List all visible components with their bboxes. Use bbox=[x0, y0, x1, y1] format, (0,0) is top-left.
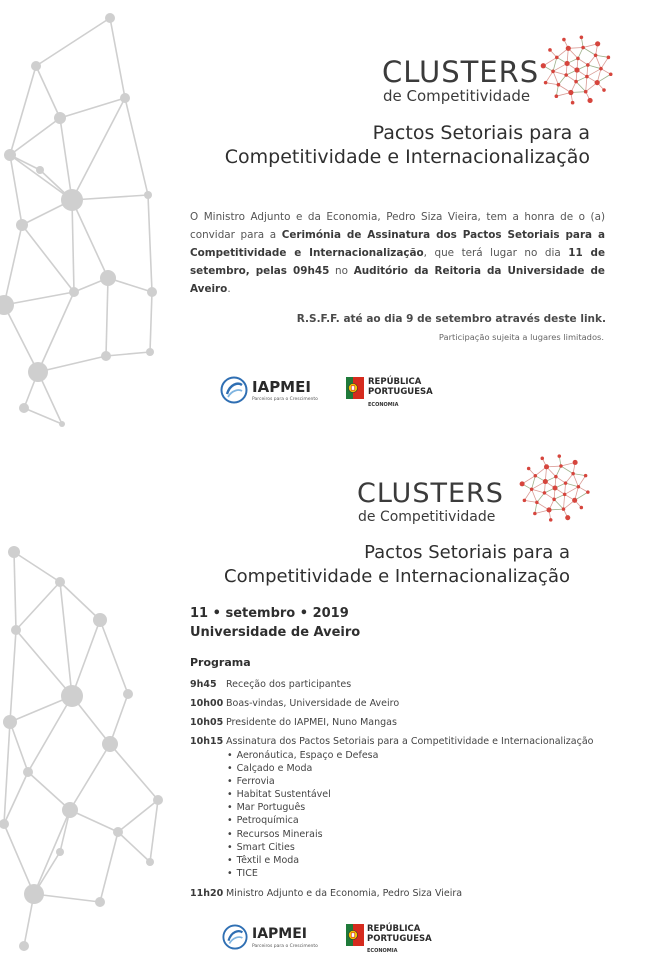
seating-note: Participação sujeita a lugares limitados. bbox=[438, 332, 604, 342]
globe-node bbox=[595, 41, 600, 46]
rsvp-text: R.S.F.F. até ao dia 9 de setembro através deste bbox=[296, 313, 581, 325]
network-link bbox=[148, 195, 152, 292]
network-link bbox=[10, 155, 72, 200]
network-node bbox=[3, 715, 17, 729]
network-node bbox=[62, 802, 78, 818]
network-link bbox=[4, 772, 28, 824]
globe-node bbox=[563, 493, 567, 497]
republica-line-2: PORTUGUESA bbox=[367, 934, 432, 944]
globe-link bbox=[573, 474, 585, 476]
globe-link bbox=[558, 75, 566, 85]
network-link bbox=[110, 744, 158, 800]
network-link bbox=[16, 630, 72, 696]
programme-time: 11h20 bbox=[190, 888, 224, 899]
network-link bbox=[72, 620, 100, 696]
globe-link bbox=[546, 83, 559, 85]
invitation-part: no bbox=[329, 265, 354, 277]
network-link bbox=[28, 696, 72, 772]
network-link bbox=[4, 225, 22, 305]
globe-node bbox=[523, 499, 527, 503]
invitation-part: , que terá lugar no dia bbox=[423, 247, 569, 259]
network-node bbox=[144, 191, 152, 199]
network-link bbox=[150, 800, 158, 862]
globe-link bbox=[553, 71, 566, 75]
footer-logos bbox=[0, 370, 650, 420]
globe-node bbox=[551, 70, 555, 74]
globe-link bbox=[578, 476, 585, 487]
list-item: • Mar Português bbox=[227, 801, 378, 814]
globe-link bbox=[537, 493, 545, 502]
globe-node bbox=[584, 474, 588, 478]
network-node bbox=[69, 287, 79, 297]
globe-node bbox=[552, 485, 557, 490]
programme-time: 10h15 bbox=[190, 736, 224, 747]
network-node bbox=[101, 351, 111, 361]
globe-node bbox=[559, 464, 563, 468]
globe-link bbox=[601, 57, 608, 68]
programme-time: 10h00 bbox=[190, 698, 224, 709]
network-link bbox=[125, 98, 148, 195]
globe-node bbox=[599, 67, 603, 71]
network-node bbox=[24, 884, 44, 904]
clusters-logo bbox=[0, 0, 650, 110]
list-item: • Recursos Minerais bbox=[227, 828, 378, 841]
programme-desc: Receção dos participantes bbox=[226, 679, 352, 690]
list-item: • Petroquímica bbox=[227, 814, 378, 827]
globe-node bbox=[543, 479, 548, 484]
globe-network-icon bbox=[536, 30, 618, 110]
event-name: Cerimónia de Assinatura dos Pactos Setoriais para a Competitividade e Internacionalização bbox=[190, 229, 605, 259]
event-date-line: 11 • setembro • 2019 bbox=[190, 606, 349, 621]
network-link bbox=[4, 824, 34, 894]
globe-node bbox=[548, 48, 552, 52]
network-node bbox=[23, 767, 33, 777]
list-item: • Habitat Sustentável bbox=[227, 788, 378, 801]
network-link bbox=[16, 582, 60, 630]
programme-desc: Ministro Adjunto e da Economia, Pedro Siza Vieira bbox=[226, 888, 463, 899]
programme-desc: Boas-vindas, Universidade de Aveiro bbox=[226, 698, 400, 709]
network-node bbox=[11, 625, 21, 635]
globe-link bbox=[578, 47, 583, 58]
programme-time: 9h45 bbox=[190, 679, 217, 690]
globe-node bbox=[574, 80, 578, 84]
network-link bbox=[38, 292, 74, 372]
network-link bbox=[4, 722, 10, 824]
globe-node bbox=[557, 83, 561, 87]
sector-list bbox=[227, 749, 378, 880]
network-link bbox=[60, 118, 72, 200]
globe-link bbox=[576, 82, 586, 92]
globe-node bbox=[549, 518, 553, 522]
republica-line-1: REPÚBLICA bbox=[367, 924, 421, 934]
network-node bbox=[8, 546, 20, 558]
network-node bbox=[147, 287, 157, 297]
globe-node bbox=[587, 98, 592, 103]
network-link bbox=[72, 200, 74, 292]
globe-node bbox=[527, 467, 531, 471]
network-link bbox=[118, 800, 158, 832]
network-node bbox=[153, 795, 163, 805]
network-link bbox=[72, 200, 108, 278]
network-node bbox=[0, 819, 9, 829]
network-link bbox=[22, 225, 74, 292]
iapmei-wordmark: IAPMEI bbox=[252, 378, 311, 396]
programme-row bbox=[190, 888, 610, 902]
network-link bbox=[70, 744, 110, 810]
globe-node bbox=[562, 38, 566, 42]
globe-node bbox=[580, 506, 584, 510]
programme-time: 10h05 bbox=[190, 717, 224, 728]
clusters-logo bbox=[0, 432, 650, 532]
globe-link bbox=[554, 499, 563, 509]
network-node bbox=[61, 685, 83, 707]
programme-row bbox=[190, 698, 610, 712]
network-link bbox=[100, 620, 128, 694]
programme-heading: Programa bbox=[190, 656, 251, 669]
globe-link bbox=[546, 71, 553, 82]
globe-node bbox=[564, 61, 569, 66]
network-link bbox=[60, 582, 72, 696]
network-node bbox=[146, 348, 154, 356]
title-line-2: Competitividade e Internacionalização bbox=[224, 146, 590, 168]
network-link bbox=[10, 630, 16, 722]
network-link bbox=[10, 118, 60, 155]
globe-link bbox=[566, 474, 574, 483]
title-line-2: Competitividade e Internacionalização bbox=[224, 566, 570, 587]
globe-link bbox=[573, 474, 578, 487]
globe-node bbox=[566, 46, 571, 51]
globe-node bbox=[576, 57, 580, 61]
globe-node bbox=[544, 464, 549, 469]
programme-desc: Assinatura dos Pactos Setoriais para a Competitividade e Internacionalização bbox=[226, 736, 594, 747]
globe-node bbox=[568, 90, 573, 95]
invitation-card bbox=[0, 0, 650, 430]
globe-node bbox=[594, 53, 598, 57]
globe-link bbox=[532, 489, 537, 502]
globe-node bbox=[581, 46, 585, 50]
network-link bbox=[14, 552, 60, 582]
globe-node bbox=[564, 481, 568, 485]
list-item: • Smart Cities bbox=[227, 841, 378, 854]
network-node bbox=[93, 613, 107, 627]
globe-node bbox=[535, 501, 539, 505]
republica-line-2: PORTUGUESA bbox=[368, 387, 433, 397]
globe-node bbox=[571, 101, 575, 105]
globe-node bbox=[562, 507, 566, 511]
network-node bbox=[59, 421, 65, 427]
invitation-text bbox=[190, 208, 605, 298]
globe-link bbox=[532, 489, 545, 493]
network-node bbox=[4, 149, 16, 161]
iapmei-logo-icon bbox=[222, 924, 248, 950]
globe-node bbox=[555, 56, 559, 60]
globe-node bbox=[577, 485, 581, 489]
republica-line-1: REPÚBLICA bbox=[368, 377, 422, 387]
globe-node bbox=[573, 460, 578, 465]
network-link bbox=[100, 832, 118, 902]
globe-node bbox=[543, 491, 547, 495]
globe-link bbox=[596, 55, 601, 68]
globe-node bbox=[558, 454, 562, 458]
globe-node bbox=[584, 90, 588, 94]
network-link bbox=[60, 582, 100, 620]
globe-link bbox=[566, 483, 579, 487]
globe-link bbox=[586, 77, 587, 92]
globe-node bbox=[565, 515, 570, 520]
globe-node bbox=[572, 498, 577, 503]
network-node bbox=[123, 689, 133, 699]
network-node bbox=[146, 858, 154, 866]
iapmei-tagline: Parceiros para o Crescimento bbox=[252, 944, 318, 949]
globe-node bbox=[544, 81, 548, 85]
globe-node bbox=[571, 472, 575, 476]
globe-link bbox=[588, 55, 596, 65]
globe-link bbox=[596, 55, 609, 57]
globe-node bbox=[585, 75, 589, 79]
globe-node bbox=[534, 474, 538, 478]
footer-logos bbox=[0, 920, 650, 960]
globe-link bbox=[524, 489, 531, 500]
republica-sub: ECONOMIA bbox=[368, 402, 399, 408]
globe-node bbox=[602, 88, 606, 92]
network-link bbox=[72, 195, 148, 200]
rsvp-line bbox=[297, 313, 606, 325]
network-link bbox=[150, 292, 152, 352]
logo-wordmark: CLUSTERS bbox=[357, 478, 504, 509]
network-link bbox=[118, 832, 150, 862]
event-date: 11 de setembro, pelas 09h45 bbox=[190, 247, 605, 277]
network-node bbox=[16, 219, 28, 231]
network-node bbox=[55, 577, 65, 587]
globe-link bbox=[556, 466, 561, 477]
globe-node bbox=[541, 63, 546, 68]
network-node bbox=[56, 848, 64, 856]
network-link bbox=[10, 155, 22, 225]
list-item: • TICE bbox=[227, 867, 378, 880]
programme-desc: Presidente do IAPMEI, Nuno Mangas bbox=[226, 717, 397, 728]
network-node bbox=[54, 112, 66, 124]
rsvp-link[interactable]: link. bbox=[580, 313, 606, 325]
globe-link bbox=[583, 47, 595, 55]
globe-node bbox=[586, 490, 590, 494]
programme-card bbox=[0, 432, 650, 962]
network-link bbox=[4, 292, 74, 305]
globe-node bbox=[547, 507, 552, 512]
network-node bbox=[61, 189, 83, 211]
globe-node bbox=[533, 512, 537, 516]
network-link bbox=[28, 772, 70, 810]
network-node bbox=[95, 897, 105, 907]
network-node bbox=[0, 295, 14, 315]
network-node bbox=[102, 736, 118, 752]
globe-link bbox=[588, 65, 601, 69]
globe-node bbox=[586, 63, 590, 67]
event-place-line: Universidade de Aveiro bbox=[190, 625, 361, 640]
portugal-flag-icon bbox=[346, 924, 364, 946]
event-venue: Auditório da Reitoria da Universidade de Aveiro bbox=[190, 265, 605, 295]
logo-subtitle: de Competitividade bbox=[358, 509, 496, 525]
globe-network-icon bbox=[513, 449, 597, 527]
programme-row bbox=[190, 736, 610, 750]
logo-subtitle: de Competitividade bbox=[383, 87, 531, 105]
globe-link bbox=[553, 71, 558, 84]
list-item: • Têxtil e Moda bbox=[227, 854, 378, 867]
network-link bbox=[72, 98, 125, 200]
network-node bbox=[36, 166, 44, 174]
iapmei-tagline: Parceiros para o Crescimento bbox=[252, 397, 318, 402]
globe-node bbox=[541, 457, 545, 461]
invitation-part: . bbox=[227, 283, 231, 295]
globe-node bbox=[555, 94, 559, 98]
network-link bbox=[106, 352, 150, 356]
network-link bbox=[14, 552, 16, 630]
title-line-1: Pactos Setoriais para a bbox=[372, 122, 590, 144]
list-item: • Ferrovia bbox=[227, 775, 378, 788]
list-item: • Calçado e Moda bbox=[227, 762, 378, 775]
globe-node bbox=[574, 67, 579, 72]
programme-row bbox=[190, 679, 610, 693]
globe-node bbox=[520, 481, 525, 486]
globe-link bbox=[563, 494, 564, 509]
globe-node bbox=[530, 488, 534, 492]
network-link bbox=[34, 810, 70, 894]
logo-wordmark: CLUSTERS bbox=[382, 55, 540, 89]
network-node bbox=[100, 270, 116, 286]
network-link bbox=[4, 305, 38, 372]
title-line-1: Pactos Setoriais para a bbox=[364, 542, 570, 563]
globe-link bbox=[524, 500, 536, 502]
invitation-part: O Ministro Adjunto e da Economia, Pedro Siza Vieira, tem a honra de o (a) convidar para a bbox=[190, 211, 605, 241]
globe-node bbox=[580, 35, 584, 39]
globe-node bbox=[552, 498, 556, 502]
network-link bbox=[10, 722, 28, 772]
network-node bbox=[113, 827, 123, 837]
globe-node bbox=[554, 475, 558, 479]
iapmei-logo-icon bbox=[220, 376, 248, 404]
programme-row bbox=[190, 717, 610, 731]
iapmei-wordmark: IAPMEI bbox=[252, 926, 308, 942]
network-link bbox=[106, 278, 108, 356]
list-item: • Aeronáutica, Espaço e Defesa bbox=[227, 749, 378, 762]
globe-node bbox=[607, 56, 611, 60]
republica-sub: ECONOMIA bbox=[367, 948, 398, 954]
globe-node bbox=[595, 80, 600, 85]
globe-link bbox=[561, 466, 573, 474]
globe-node bbox=[564, 73, 568, 77]
portugal-flag-icon bbox=[346, 377, 364, 399]
globe-node bbox=[609, 72, 613, 76]
